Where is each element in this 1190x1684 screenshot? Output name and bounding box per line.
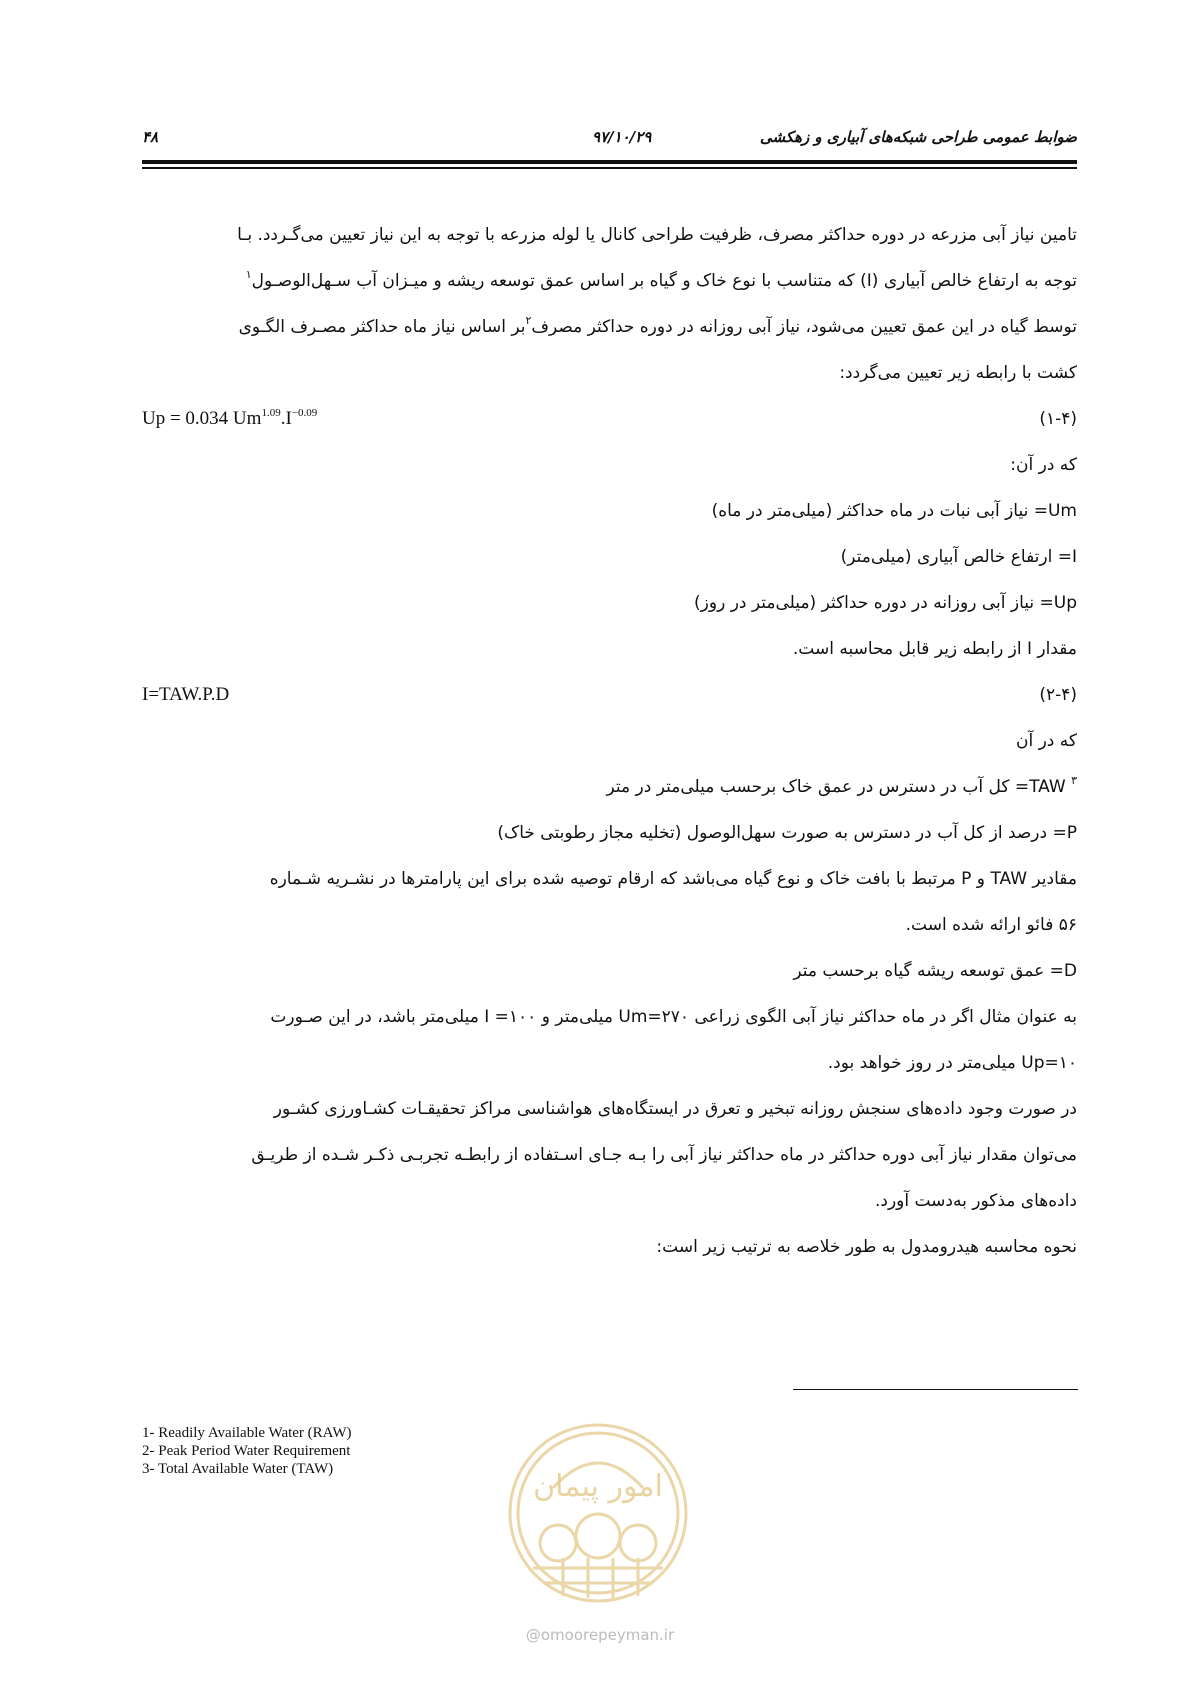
footnote-1: 1- Readily Available Water (RAW) (142, 1425, 352, 1441)
paragraph-5: نحوه محاسبه هیدرومدول به طور خلاصه به ترتیب زیر است: (656, 1237, 1077, 1257)
footnote-ref-2[interactable]: ۲ (525, 314, 532, 327)
paragraph-1-line-1: تامین نیاز آبی مزرعه در دوره حداکثر مصرف، ظرفیت طراحی کانال یا لوله مزرعه با توجه به این نیاز تعیین می‌گـردد. بـا (237, 225, 1077, 245)
equation-1 (142, 396, 1077, 442)
calc-i-sentence: مقدار I از رابطه زیر قابل محاسبه است. (792, 639, 1077, 659)
definition-um: Um= نیاز آبی نبات در ماه حداکثر (میلی‌متر در ماه) (711, 501, 1077, 521)
paragraph-3 (142, 994, 1077, 1086)
paragraph-2 (142, 856, 1077, 948)
footnote-separator (793, 1389, 1078, 1390)
definition-taw: TAW $^۳$= کل آب در دسترس در عمق خاک برحسب میلی‌متر در متر (606, 774, 1077, 797)
paragraph-4-line-1: در صورت وجود داده‌های سنجش روزانه تبخیر و تعرق در ایستگاه‌های هواشناسی مراکز تحقیقـات کشـاورزی کشـور (273, 1099, 1077, 1119)
watermark-text: @omoorepeyman.ir (525, 1626, 675, 1644)
where-label-1: که در آن: (1010, 455, 1077, 475)
definition-p: P= درصد از کل آب در دسترس به صورت سهل‌الوصول (تخلیه مجاز رطوبتی خاک) (497, 823, 1077, 843)
header-date: ۹۷/۱۰/۲۹ (592, 128, 652, 146)
seal-logo-icon (503, 1418, 693, 1608)
definition-up: Up= نیاز آبی روزانه در دوره حداکثر (میلی‌متر در روز) (694, 593, 1077, 613)
paragraph-1-line-3: توسط گیاه در این عمق تعیین می‌شود، نیاز آبی روزانه در دوره حداکثر مصرف$^۲$بر اساس نیاز ماه حداکثر مصـرف الگـوی (238, 314, 1077, 337)
equation-2 (142, 672, 1077, 718)
page-header (142, 128, 1077, 150)
header-title: ضوابط عمومی طراحی شبکه‌های آبیاری و زهکشی (759, 128, 1077, 146)
paragraph-1 (142, 212, 1077, 396)
paragraph-4-line-3: داده‌های مذکور به‌دست آورد. (874, 1191, 1077, 1211)
footnote-3: 3- Total Available Water (TAW) (142, 1461, 334, 1477)
seal-text: امور پیمان (533, 1469, 663, 1504)
definition-d: D= عمق توسعه ریشه گیاه برحسب متر (793, 961, 1077, 981)
paragraph-3-line-2: Up=۱۰ میلی‌متر در روز خواهد بود. (827, 1053, 1077, 1073)
equation-1-number: (۱-۴) (1039, 409, 1077, 429)
paragraph-2-line-2: ۵۶ فائو ارائه شده است. (905, 915, 1077, 935)
document-body (142, 212, 1077, 1270)
footnote-ref-3[interactable]: ۳ (1071, 774, 1077, 787)
paragraph-1-line-2: توجه به ارتفاع خالص آبیاری (I) که متناسب با نوع خاک و گیاه بر اساس عمق توسعه ریشه و میـزان آب سـهل‌الوصـول$^۱$ (245, 268, 1077, 291)
footnote-ref-1[interactable]: ۱ (245, 268, 252, 281)
paragraph-4 (142, 1086, 1077, 1224)
paragraph-4-line-2: می‌توان مقدار نیاز آبی دوره حداکثر در ماه حداکثر نیاز آبی را بـه جـای اسـتفاده از رابطـه تجربـی ذکـر شـده از طریـق (251, 1145, 1077, 1165)
equation-2-formula: I=TAW.P.D (142, 684, 230, 705)
paragraph-3-line-1: به عنوان مثال اگر در ماه حداکثر نیاز آبی الگوی زراعی Um=۲۷۰ میلی‌متر و ۱۰۰= I میلی‌متر باشد، در این صـورت (270, 1007, 1077, 1027)
paragraph-1-line-4: کشت با رابطه زیر تعیین می‌گردد: (839, 363, 1077, 383)
page-number: ۴۸ (142, 128, 159, 146)
equation-2-number: (۲-۴) (1039, 685, 1077, 705)
footnotes (142, 1424, 351, 1478)
footnote-2: 2- Peak Period Water Requirement (142, 1443, 351, 1459)
equation-1-formula: Up = 0.034 $Um^{1.09}.I^{-0.09}$ (142, 407, 318, 429)
header-rule-thick (142, 160, 1077, 164)
definition-i: I= ارتفاع خالص آبیاری (میلی‌متر) (840, 547, 1077, 567)
paragraph-2-line-1: مقادیر TAW و P مرتبط با بافت خاک و نوع گیاه می‌باشد که ارقام توصیه شده برای این پارامترها در نشـریه شـماره (269, 869, 1077, 889)
where-label-2: که در آن (1015, 731, 1077, 751)
header-rule-thin (142, 167, 1077, 169)
